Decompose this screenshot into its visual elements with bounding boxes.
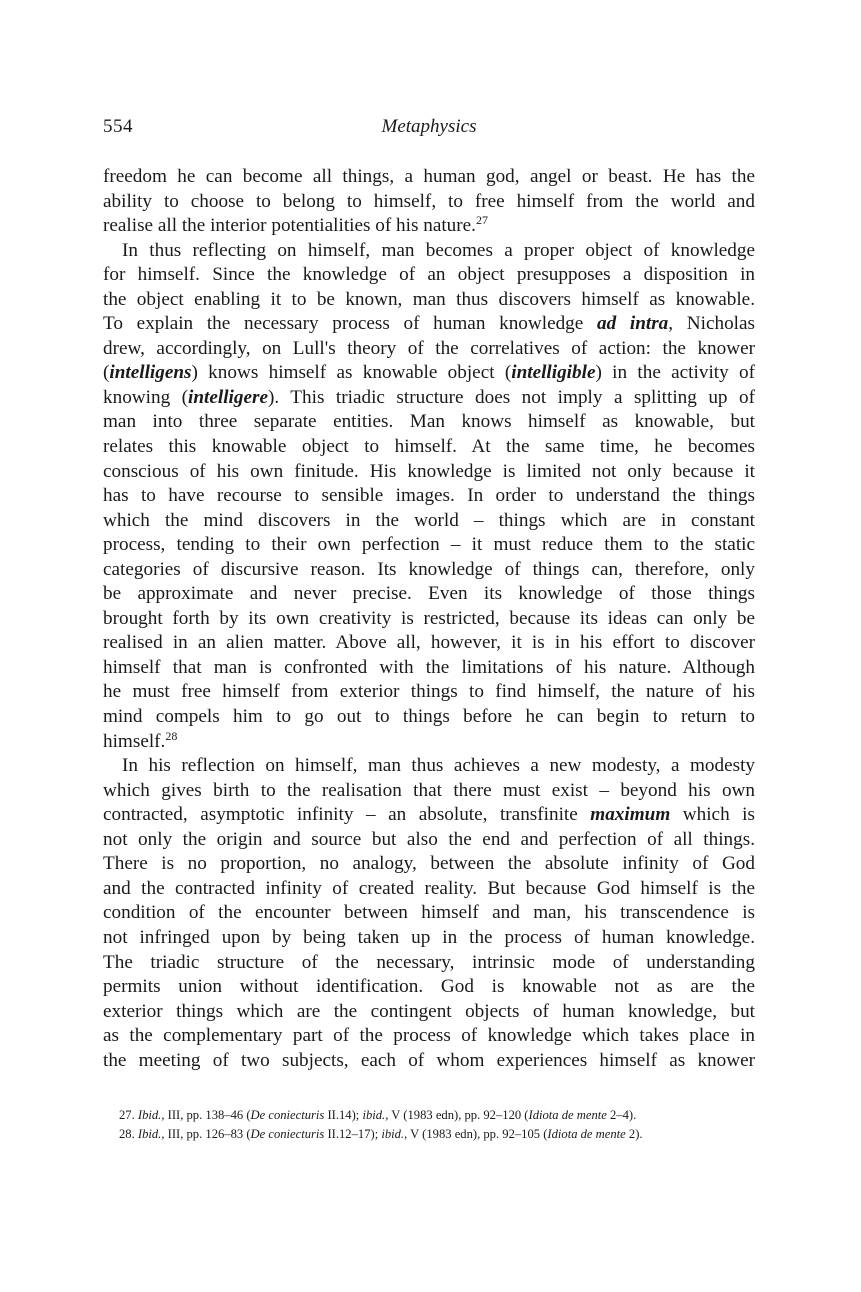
text-line: process, tending to their own perfection – it must reduce them to the static <box>103 534 755 556</box>
text-line: To explain the necessary process of human knowledge ad intra, Nicholas <box>103 313 755 335</box>
text-line: freedom he can become all things, a human god, angel or beast. He has the <box>103 166 755 187</box>
text-line: conscious of his own finitude. His knowledge is limited not only because it <box>103 460 755 482</box>
text-line: condition of the encounter between himself and man, his transcendence is <box>103 902 755 924</box>
text-line: contracted, asymptotic infinity – an absolute, transfinite maximum which is <box>103 804 755 826</box>
text-line: mind compels him to go out to things before he can begin to return to <box>103 706 755 728</box>
paragraph-3 <box>103 754 755 1073</box>
text-line: permits union without identification. God is knowable not as are the <box>103 976 755 998</box>
text-line: which gives birth to the realisation that there must exist – beyond his own <box>103 779 755 801</box>
text-line: categories of discursive reason. Its knowledge of things can, therefore, only <box>103 558 755 580</box>
footnote-27: 27. Ibid., III, pp. 138–46 (De coniecturis II.14); ibid., V (1983 edn), pp. 92–120 (Idiota de mente 2–4). <box>119 1108 637 1122</box>
text-line: has to have recourse to sensible images. In order to understand the things <box>103 485 755 507</box>
text-line: he must free himself from exterior things to find himself, the nature of his <box>103 681 755 703</box>
footnote-ref-28: 28 <box>165 728 178 743</box>
text-line: be approximate and never precise. Even its knowledge of those things <box>103 583 755 605</box>
page-number: 554 <box>103 116 133 137</box>
text-line: not only the origin and source but also the end and perfection of all things. <box>103 828 755 850</box>
text-line: the object enabling it to be known, man thus discovers himself as knowable. <box>103 288 755 310</box>
text-line: brought forth by its own creativity is restricted, because its ideas can only be <box>103 607 755 629</box>
running-head: Metaphysics <box>381 116 477 137</box>
text-line: (intelligens) knows himself as knowable object (intelligible) in the activity of <box>103 362 755 384</box>
page-header <box>103 116 755 142</box>
text-line: There is no proportion, no analogy, between the absolute infinity of God <box>103 853 755 875</box>
text-line: not infringed upon by being taken up in the process of human knowledge. <box>103 926 755 948</box>
paragraph-1 <box>103 165 755 239</box>
body-text <box>103 165 755 1073</box>
text-line: which the mind discovers in the world – things which are in constant <box>103 509 755 531</box>
text-line: relates this knowable object to himself. At the same time, he becomes <box>103 436 755 458</box>
text-line: himself that man is confronted with the limitations of his nature. Although <box>103 656 755 678</box>
text-line: In his reflection on himself, man thus achieves a new modesty, a modesty <box>122 755 755 777</box>
text-line: man into three separate entities. Man knows himself as knowable, but <box>103 411 755 433</box>
text-line: as the complementary part of the process of knowledge which takes place in <box>103 1025 755 1047</box>
footnotes <box>119 1106 759 1144</box>
footnote-28: 28. Ibid., III, pp. 126–83 (De coniecturis II.12–17); ibid., V (1983 edn), pp. 92–105 (Idiota de mente 2). <box>119 1127 643 1141</box>
text-line: ability to choose to belong to himself, to free himself from the world and <box>103 190 755 212</box>
paragraph-2 <box>103 239 755 754</box>
text-line: In thus reflecting on himself, man becomes a proper object of knowledge <box>122 239 755 261</box>
text-line: and the contracted infinity of created reality. But because God himself is the <box>103 877 755 899</box>
text-line: The triadic structure of the necessary, intrinsic mode of understanding <box>103 951 755 973</box>
text-line: realise all the interior potentialities of his nature.$^{27}$ <box>103 213 488 237</box>
text-line: the meeting of two subjects, each of whom experiences himself as knower <box>103 1049 755 1071</box>
text-line: for himself. Since the knowledge of an object presupposes a disposition in <box>103 264 755 286</box>
text-line: drew, accordingly, on Lull's theory of the correlatives of action: the knower <box>103 337 755 359</box>
text-line: exterior things which are the contingent objects of human knowledge, but <box>103 1000 755 1022</box>
text-line: knowing (intelligere). This triadic structure does not imply a splitting up of <box>103 386 755 408</box>
text-line: himself.$^{28}$ <box>103 728 178 752</box>
footnote-ref-27: 27 <box>475 213 488 228</box>
text-line: realised in an alien matter. Above all, however, it is in his effort to discover <box>103 632 755 654</box>
